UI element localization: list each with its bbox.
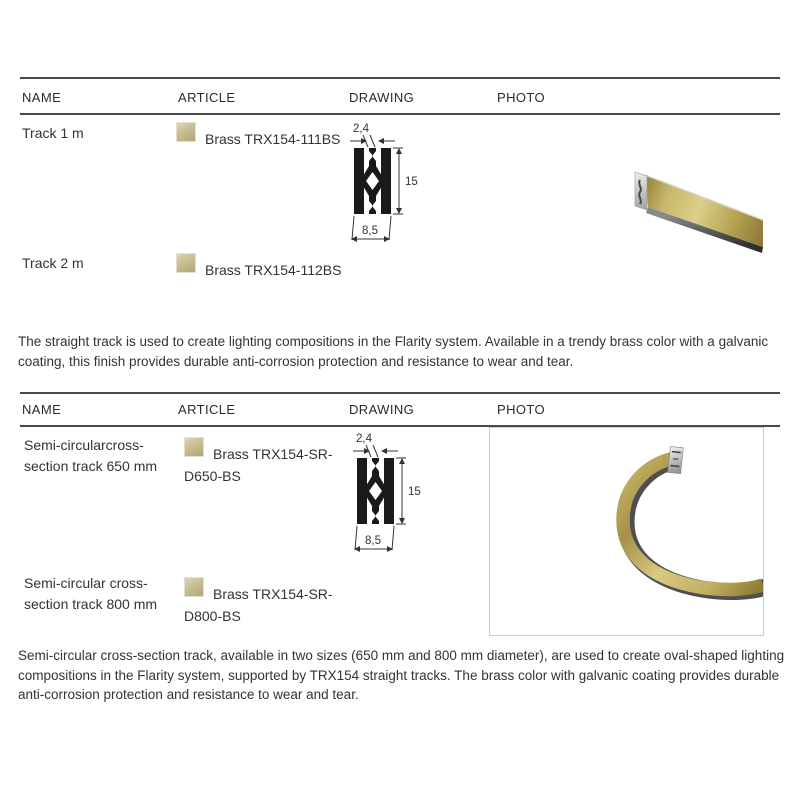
table1-top-rule xyxy=(20,77,780,79)
table2-row2-name: Semi-circular cross-section track 800 mm xyxy=(24,575,158,612)
curve-end-cap xyxy=(668,446,684,473)
table1-header-article: ARTICLE xyxy=(178,90,236,105)
table1-row1-article xyxy=(176,122,346,152)
dim-top-label: 2,4 xyxy=(353,123,369,135)
article-code-line2: D800-BS xyxy=(184,608,241,624)
cross-section-drawing xyxy=(336,118,426,246)
track-brass-face xyxy=(645,175,763,247)
table2-row1-name: Semi-circularcross-section track 650 mm xyxy=(24,437,158,474)
table2-header-name: NAME xyxy=(22,402,62,417)
dim-bottom-label: 8,5 xyxy=(362,225,378,237)
brass-swatch xyxy=(176,122,196,142)
table2-row2-article xyxy=(184,577,354,626)
table1-header-rule xyxy=(20,113,780,115)
straight-track-photo xyxy=(616,152,766,257)
brass-swatch xyxy=(176,253,196,273)
dim-height-label: 15 xyxy=(408,486,421,498)
article-code: Brass TRX154-SR- xyxy=(213,586,333,602)
curve-brass-face xyxy=(623,458,763,590)
track-profile-shape xyxy=(357,458,394,524)
table1-header-name: NAME xyxy=(22,90,62,105)
curved-track-photo xyxy=(490,428,763,635)
table2-row1-article xyxy=(184,437,354,486)
article-code: Brass TRX154-111BS xyxy=(205,131,341,147)
table1-row2-name: Track 2 m xyxy=(22,255,84,271)
table2-header-article: ARTICLE xyxy=(178,402,236,417)
table1-row1-name: Track 1 m xyxy=(22,125,84,141)
dim-top-label: 2,4 xyxy=(356,433,372,445)
section1-description: The straight track is used to create lighting compositions in the Flarity system. Available in a trendy brass color with a galvanic coating, this finish provides durable anti-corrosion protection and resistance to wear and tear. xyxy=(18,334,769,369)
table1-header-photo: PHOTO xyxy=(497,90,545,105)
brass-swatch xyxy=(184,437,204,457)
table1-row2-article xyxy=(176,253,346,283)
article-code-line2: D650-BS xyxy=(184,468,241,484)
table2-header-photo: PHOTO xyxy=(497,402,545,417)
brass-swatch xyxy=(184,577,204,597)
curved-track-photo-frame xyxy=(489,427,764,636)
table1-header-drawing: DRAWING xyxy=(349,90,415,105)
cross-section-drawing xyxy=(339,428,429,556)
dim-bottom-label: 8,5 xyxy=(365,535,381,547)
dim-height-label: 15 xyxy=(405,176,418,188)
table2-header-drawing: DRAWING xyxy=(349,402,415,417)
section2-description: Semi-circular cross-section track, available in two sizes (650 mm and 800 mm diameter), are used to create oval-shaped lighting compositions in the Flarity system, supported by TRX154 straight tracks. The brass color with galvanic coating provides durable anti-corrosion protection and resistance to wear and tear. xyxy=(18,648,785,702)
track-profile-shape xyxy=(354,148,391,214)
article-code: Brass TRX154-SR- xyxy=(213,446,333,462)
article-code: Brass TRX154-112BS xyxy=(205,262,342,278)
table2-top-rule xyxy=(20,392,780,394)
